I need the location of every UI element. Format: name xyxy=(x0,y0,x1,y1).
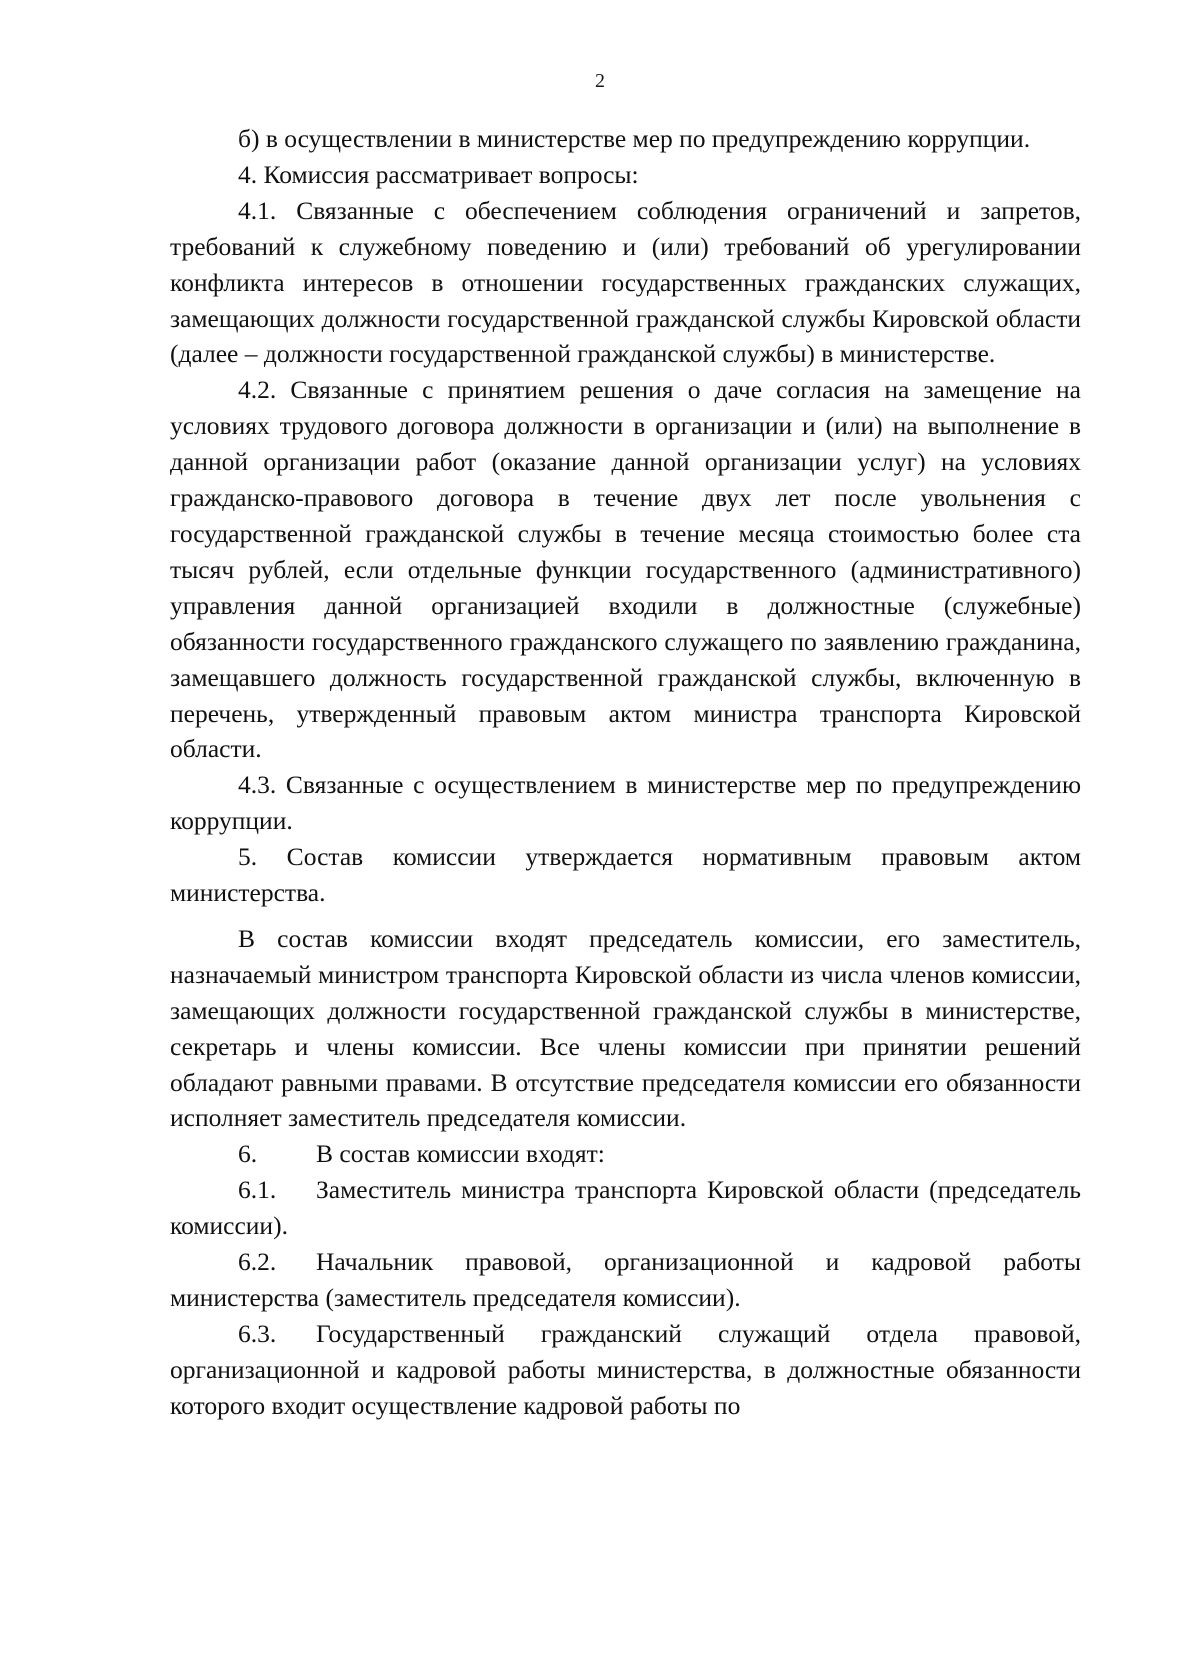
list-text: Заместитель министра транспорта Кировской области (председатель комиссии). xyxy=(170,1175,1081,1241)
list-text: Начальник правовой, организационной и кадровой работы министерства (заместитель председателя комиссии). xyxy=(170,1247,1081,1312)
list-text: Государственный гражданский служащий отдела правовой, организационной и кадровой работы министерства, в должностные обязанности которого входит осуществление кадровой работы по xyxy=(170,1318,1081,1420)
list-number: 6. xyxy=(238,1139,258,1169)
page-number: 2 xyxy=(595,70,605,92)
list-item-6-3 xyxy=(170,1316,1081,1424)
document-body xyxy=(170,121,1081,1424)
list-item-6-1 xyxy=(170,1172,1081,1244)
list-number: 6.2. xyxy=(238,1247,277,1277)
list-item-6-2 xyxy=(170,1244,1081,1316)
paragraph-b: б) в осуществлении в министерстве мер по предупреждению коррупции. xyxy=(238,124,1031,153)
list-text: В состав комиссии входят: xyxy=(316,1139,605,1169)
list-number: 6.1. xyxy=(238,1175,277,1205)
paragraph-4-3: 4.3. Связанные с осуществлением в министерстве мер по предупреждению коррупции. xyxy=(170,770,1081,836)
paragraph-4: 4. Комиссия рассматривает вопросы: xyxy=(238,159,639,189)
list-item-6 xyxy=(170,1136,1081,1172)
paragraph-composition: В состав комиссии входят председатель комиссии, его заместитель, назначаемый министром транспорта Кировской области из числа членов комиссии, замещающих должности государственной гражданской службы в министерстве, секретарь и члены комиссии. Все члены комиссии при принятии решений обладают равными правами. В отсутствие председателя комиссии его обязанности исполняет заместитель председателя комиссии. xyxy=(170,923,1081,1133)
paragraph-5: 5. Состав комиссии утверждается нормативным правовым актом министерства. xyxy=(170,842,1081,908)
paragraph-4-1: 4.1. Связанные с обеспечением соблюдения ограничений и запретов, требований к служебному поведению и (или) требований об урегулировании конфликта интересов в отношении государственных гражданских служащих, замещающих должности государственной гражданской службы Кировской области (далее – должности государственной гражданской службы) в министерстве. xyxy=(170,195,1081,369)
paragraph-4-2: 4.2. Связанные с принятием решения о даче согласия на замещение на условиях трудового договора должности в организации и (или) на выполнение в данной организации работ (оказание данной организации услуг) на условиях гражданско-правового договора в течение двух лет после увольнения с государственной гражданской службы в течение месяца стоимостью более ста тысяч рублей, если отдельные функции государственного (административного) управления данной организацией входили в должностные (служебные) обязанности государственного гражданского служащего по заявлению гражданина, замещавшего должность государственной гражданской службы, включенную в перечень, утвержденный правовым актом министра транспорта Кировской области. xyxy=(170,375,1081,764)
list-number: 6.3. xyxy=(238,1318,277,1348)
